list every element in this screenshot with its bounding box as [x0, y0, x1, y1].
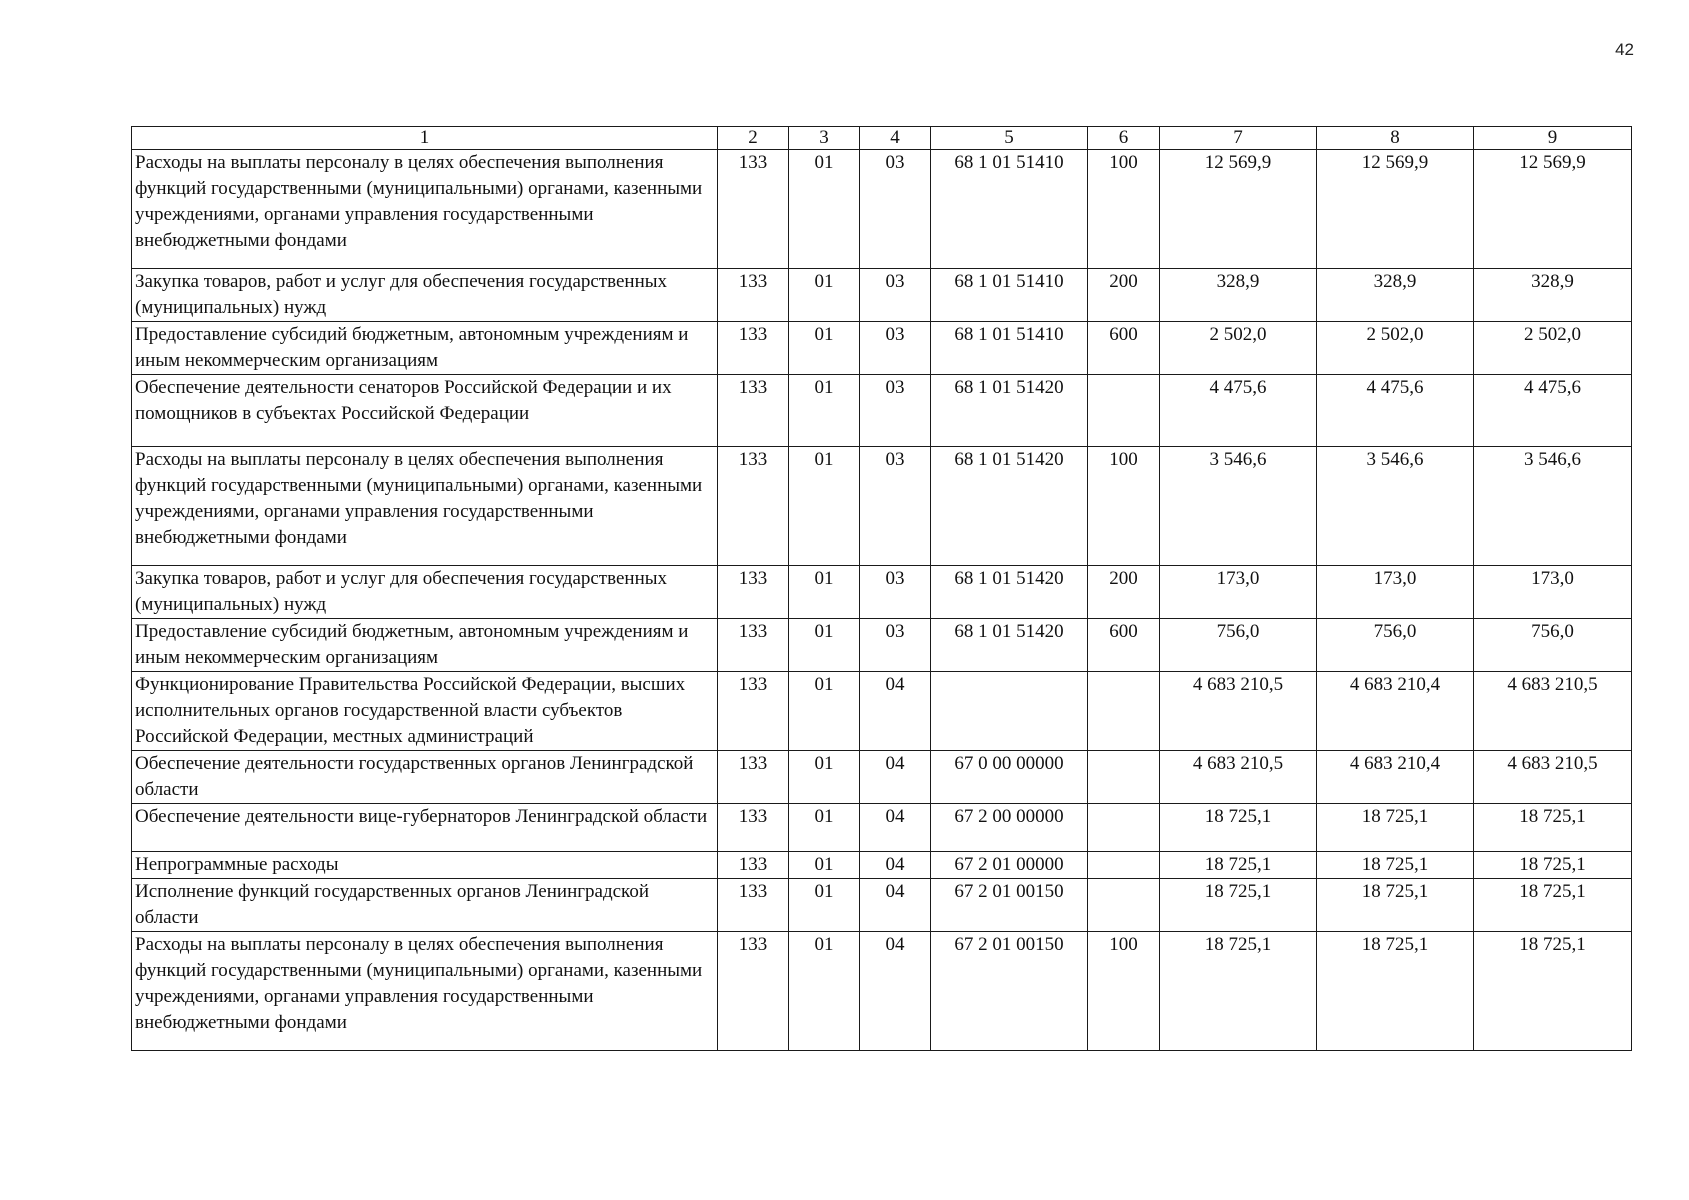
- budget-table: [131, 126, 1632, 1051]
- section-code-cell: 01: [789, 804, 860, 852]
- subsection-code-cell: 03: [860, 447, 931, 566]
- amount-col7-cell: 18 725,1: [1160, 879, 1317, 932]
- budget-admin-code-cell: 133: [718, 619, 789, 672]
- target-article-cell: 68 1 01 51420: [931, 566, 1088, 619]
- amount-col8-cell: 12 569,9: [1317, 150, 1474, 269]
- amount-col7-cell: 12 569,9: [1160, 150, 1317, 269]
- column-header-2: 2: [718, 127, 789, 150]
- table-row: [132, 932, 1632, 1051]
- amount-col8-cell: 18 725,1: [1317, 879, 1474, 932]
- expense-type-cell: [1088, 375, 1160, 447]
- table-row: [132, 804, 1632, 852]
- expense-type-cell: 100: [1088, 447, 1160, 566]
- table-row: [132, 322, 1632, 375]
- section-code-cell: 01: [789, 322, 860, 375]
- budget-admin-code-cell: 133: [718, 447, 789, 566]
- amount-col7-cell: 18 725,1: [1160, 804, 1317, 852]
- table-row: [132, 852, 1632, 879]
- subsection-code-cell: 04: [860, 852, 931, 879]
- table-row: [132, 619, 1632, 672]
- section-code-cell: 01: [789, 269, 860, 322]
- target-article-cell: 68 1 01 51420: [931, 619, 1088, 672]
- amount-col8-cell: 4 475,6: [1317, 375, 1474, 447]
- target-article-cell: 68 1 01 51410: [931, 322, 1088, 375]
- subsection-code-cell: 03: [860, 269, 931, 322]
- description-cell: Обеспечение деятельности вице-губернаторов Ленинградской области: [132, 804, 718, 852]
- table-row: [132, 751, 1632, 804]
- header-row: [132, 127, 1632, 150]
- expense-type-cell: 600: [1088, 322, 1160, 375]
- amount-col8-cell: 3 546,6: [1317, 447, 1474, 566]
- amount-col9-cell: 18 725,1: [1474, 852, 1632, 879]
- target-article-cell: 67 2 01 00150: [931, 932, 1088, 1051]
- column-header-1: 1: [132, 127, 718, 150]
- amount-col7-cell: 3 546,6: [1160, 447, 1317, 566]
- amount-col8-cell: 18 725,1: [1317, 852, 1474, 879]
- column-header-3: 3: [789, 127, 860, 150]
- table-row: [132, 150, 1632, 269]
- section-code-cell: 01: [789, 672, 860, 751]
- expense-type-cell: 200: [1088, 566, 1160, 619]
- amount-col7-cell: 328,9: [1160, 269, 1317, 322]
- table-row: [132, 672, 1632, 751]
- subsection-code-cell: 04: [860, 804, 931, 852]
- amount-col9-cell: 18 725,1: [1474, 804, 1632, 852]
- subsection-code-cell: 03: [860, 566, 931, 619]
- subsection-code-cell: 03: [860, 150, 931, 269]
- section-code-cell: 01: [789, 150, 860, 269]
- target-article-cell: [931, 672, 1088, 751]
- target-article-cell: 68 1 01 51410: [931, 269, 1088, 322]
- target-article-cell: 67 0 00 00000: [931, 751, 1088, 804]
- expense-type-cell: [1088, 879, 1160, 932]
- section-code-cell: 01: [789, 619, 860, 672]
- amount-col7-cell: 4 475,6: [1160, 375, 1317, 447]
- column-header-9: 9: [1474, 127, 1632, 150]
- amount-col8-cell: 756,0: [1317, 619, 1474, 672]
- target-article-cell: 68 1 01 51420: [931, 447, 1088, 566]
- target-article-cell: 67 2 01 00150: [931, 879, 1088, 932]
- budget-admin-code-cell: 133: [718, 751, 789, 804]
- expense-type-cell: [1088, 751, 1160, 804]
- amount-col7-cell: 4 683 210,5: [1160, 751, 1317, 804]
- amount-col8-cell: 18 725,1: [1317, 804, 1474, 852]
- description-cell: Закупка товаров, работ и услуг для обеспечения государственных (муниципальных) нужд: [132, 269, 718, 322]
- amount-col9-cell: 756,0: [1474, 619, 1632, 672]
- section-code-cell: 01: [789, 447, 860, 566]
- subsection-code-cell: 03: [860, 619, 931, 672]
- section-code-cell: 01: [789, 566, 860, 619]
- subsection-code-cell: 04: [860, 672, 931, 751]
- budget-admin-code-cell: 133: [718, 150, 789, 269]
- budget-admin-code-cell: 133: [718, 566, 789, 619]
- expense-type-cell: 200: [1088, 269, 1160, 322]
- subsection-code-cell: 04: [860, 879, 931, 932]
- description-cell: Непрограммные расходы: [132, 852, 718, 879]
- section-code-cell: 01: [789, 879, 860, 932]
- amount-col9-cell: 4 475,6: [1474, 375, 1632, 447]
- target-article-cell: 67 2 00 00000: [931, 804, 1088, 852]
- amount-col9-cell: 12 569,9: [1474, 150, 1632, 269]
- description-cell: Обеспечение деятельности государственных органов Ленинградской области: [132, 751, 718, 804]
- subsection-code-cell: 03: [860, 375, 931, 447]
- budget-admin-code-cell: 133: [718, 852, 789, 879]
- subsection-code-cell: 04: [860, 932, 931, 1051]
- table-row: [132, 375, 1632, 447]
- amount-col7-cell: 4 683 210,5: [1160, 672, 1317, 751]
- description-cell: Расходы на выплаты персоналу в целях обеспечения выполнения функций государственными (муниципальными) органами, казенными учреждениями, органами управления государственными внебюджетными фондами: [132, 932, 718, 1051]
- amount-col9-cell: 173,0: [1474, 566, 1632, 619]
- amount-col9-cell: 4 683 210,5: [1474, 751, 1632, 804]
- amount-col9-cell: 4 683 210,5: [1474, 672, 1632, 751]
- budget-admin-code-cell: 133: [718, 322, 789, 375]
- section-code-cell: 01: [789, 852, 860, 879]
- budget-admin-code-cell: 133: [718, 375, 789, 447]
- description-cell: Расходы на выплаты персоналу в целях обеспечения выполнения функций государственными (муниципальными) органами, казенными учреждениями, органами управления государственными внебюджетными фондами: [132, 447, 718, 566]
- budget-admin-code-cell: 133: [718, 879, 789, 932]
- page-number: 42: [1615, 40, 1634, 59]
- description-cell: Закупка товаров, работ и услуг для обеспечения государственных (муниципальных) нужд: [132, 566, 718, 619]
- amount-col7-cell: 18 725,1: [1160, 932, 1317, 1051]
- amount-col7-cell: 173,0: [1160, 566, 1317, 619]
- target-article-cell: 67 2 01 00000: [931, 852, 1088, 879]
- amount-col7-cell: 2 502,0: [1160, 322, 1317, 375]
- section-code-cell: 01: [789, 751, 860, 804]
- amount-col8-cell: 4 683 210,4: [1317, 751, 1474, 804]
- table-row: [132, 879, 1632, 932]
- budget-admin-code-cell: 133: [718, 269, 789, 322]
- amount-col8-cell: 173,0: [1317, 566, 1474, 619]
- column-header-8: 8: [1317, 127, 1474, 150]
- expense-type-cell: 100: [1088, 150, 1160, 269]
- amount-col8-cell: 4 683 210,4: [1317, 672, 1474, 751]
- description-cell: Исполнение функций государственных органов Ленинградской области: [132, 879, 718, 932]
- table-row: [132, 566, 1632, 619]
- amount-col9-cell: 18 725,1: [1474, 879, 1632, 932]
- expense-type-cell: [1088, 804, 1160, 852]
- table-header: [132, 127, 1632, 150]
- budget-admin-code-cell: 133: [718, 804, 789, 852]
- description-cell: Предоставление субсидий бюджетным, автономным учреждениям и иным некоммерческим организациям: [132, 322, 718, 375]
- amount-col7-cell: 756,0: [1160, 619, 1317, 672]
- amount-col8-cell: 328,9: [1317, 269, 1474, 322]
- subsection-code-cell: 03: [860, 322, 931, 375]
- amount-col9-cell: 2 502,0: [1474, 322, 1632, 375]
- description-cell: Обеспечение деятельности сенаторов Российской Федерации и их помощников в субъектах Российской Федерации: [132, 375, 718, 447]
- section-code-cell: 01: [789, 375, 860, 447]
- column-header-7: 7: [1160, 127, 1317, 150]
- description-cell: Функционирование Правительства Российской Федерации, высших исполнительных органов государственной власти субъектов Российской Федерации, местных администраций: [132, 672, 718, 751]
- expense-type-cell: [1088, 852, 1160, 879]
- target-article-cell: 68 1 01 51420: [931, 375, 1088, 447]
- amount-col8-cell: 2 502,0: [1317, 322, 1474, 375]
- description-cell: Предоставление субсидий бюджетным, автономным учреждениям и иным некоммерческим организациям: [132, 619, 718, 672]
- expense-type-cell: 100: [1088, 932, 1160, 1051]
- amount-col8-cell: 18 725,1: [1317, 932, 1474, 1051]
- amount-col9-cell: 18 725,1: [1474, 932, 1632, 1051]
- column-header-4: 4: [860, 127, 931, 150]
- amount-col7-cell: 18 725,1: [1160, 852, 1317, 879]
- amount-col9-cell: 328,9: [1474, 269, 1632, 322]
- budget-admin-code-cell: 133: [718, 932, 789, 1051]
- expense-type-cell: 600: [1088, 619, 1160, 672]
- table-body: [132, 150, 1632, 1051]
- section-code-cell: 01: [789, 932, 860, 1051]
- subsection-code-cell: 04: [860, 751, 931, 804]
- table-row: [132, 269, 1632, 322]
- table-row: [132, 447, 1632, 566]
- expense-type-cell: [1088, 672, 1160, 751]
- description-cell: Расходы на выплаты персоналу в целях обеспечения выполнения функций государственными (муниципальными) органами, казенными учреждениями, органами управления государственными внебюджетными фондами: [132, 150, 718, 269]
- column-header-6: 6: [1088, 127, 1160, 150]
- budget-admin-code-cell: 133: [718, 672, 789, 751]
- target-article-cell: 68 1 01 51410: [931, 150, 1088, 269]
- amount-col9-cell: 3 546,6: [1474, 447, 1632, 566]
- column-header-5: 5: [931, 127, 1088, 150]
